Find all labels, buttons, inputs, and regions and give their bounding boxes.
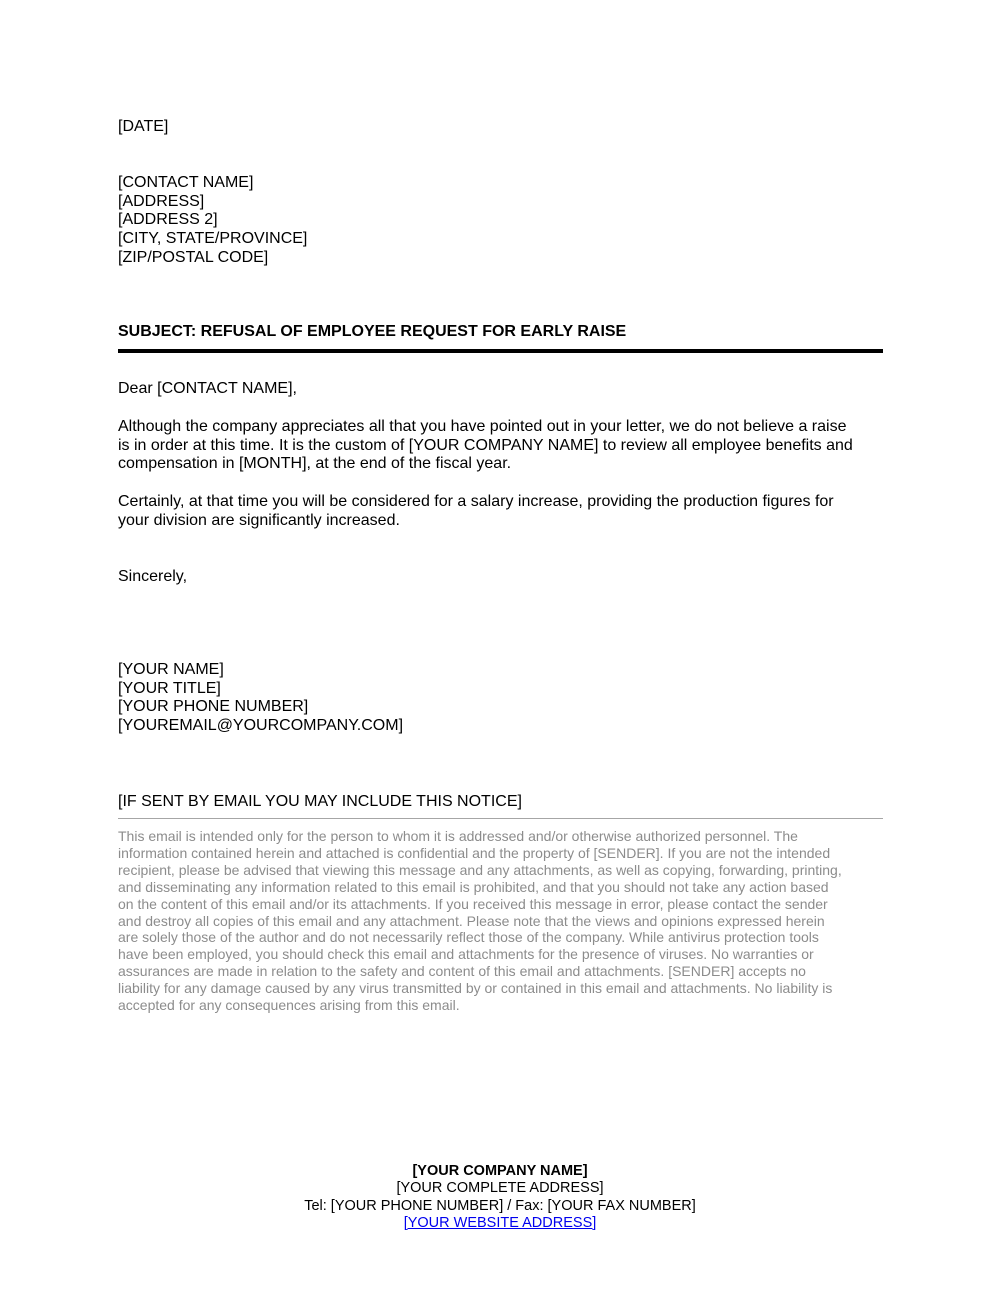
letter-date [118, 118, 883, 137]
disclaimer-line: information contained herein and attached is confidential and the property of [SENDER]. If you are not the intended [118, 844, 831, 861]
notice-heading-text: [IF SENT BY EMAIL YOU MAY INCLUDE THIS NOTICE] [118, 793, 522, 810]
disclaimer-line: and disseminating any information related to this email is prohibited, and that you should not take any action based [118, 878, 829, 895]
disclaimer-line: This email is intended only for the person to whom it is addressed and/or otherwise authorized personnel. The [118, 828, 798, 844]
recipient-contact-name: [CONTACT NAME] [118, 174, 254, 191]
disclaimer-line: accepted for any consequences arising from this email. [118, 997, 460, 1014]
disclaimer-line: recipient, please be advised that viewing this message and any attachments, as well as copying, forwarding, printing, [118, 861, 842, 878]
recipient-address-2: [ADDRESS 2] [118, 211, 218, 229]
footer-company-name: [YOUR COMPANY NAME] [412, 1163, 588, 1179]
paragraph-line: compensation in [MONTH], at the end of the fiscal year. [118, 455, 512, 473]
subject-text: SUBJECT: REFUSAL OF EMPLOYEE REQUEST FOR EARLY RAISE [118, 323, 627, 340]
signature-name: [YOUR NAME] [118, 661, 224, 678]
salutation [118, 380, 883, 399]
recipient-address: [ADDRESS] [118, 192, 205, 210]
paragraph-line: Certainly, at that time you will be considered for a salary increase, providing the production figures for [118, 493, 834, 510]
disclaimer-line: on the content of this email and/or its attachments. If you received this message in error, please contact the sender [118, 895, 828, 912]
paragraph-line: is in order at this time. It is the custom of [YOUR COMPANY NAME] to review all employee benefits and [118, 436, 853, 454]
closing-text: Sincerely, [118, 568, 188, 585]
signature-title: [YOUR TITLE] [118, 679, 221, 697]
recipient-address-block [118, 174, 883, 268]
email-notice-heading [118, 793, 883, 812]
subject-line [118, 323, 883, 342]
subject-divider [118, 349, 883, 353]
body-paragraph-2 [118, 493, 883, 530]
paragraph-line: your division are significantly increased. [118, 511, 400, 529]
disclaimer-line: liability for any damage caused by any virus transmitted by or contained in this email and attachments. No liability is [118, 980, 833, 997]
company-footer [0, 1163, 1000, 1232]
notice-divider [118, 818, 883, 819]
salutation-text: Dear [CONTACT NAME], [118, 380, 297, 397]
email-disclaimer [118, 828, 883, 1014]
disclaimer-line: are solely those of the author and do not necessarily reflect those of the company. While antivirus protection tools [118, 929, 819, 946]
footer-address: [YOUR COMPLETE ADDRESS] [396, 1180, 604, 1197]
footer-website-link[interactable]: [YOUR WEBSITE ADDRESS] [403, 1214, 597, 1231]
footer-contact: Tel: [YOUR PHONE NUMBER] / Fax: [YOUR FAX NUMBER] [304, 1197, 696, 1214]
disclaimer-line: have been employed, you should check this email and attachments for the presence of viruses. No warranties or [118, 946, 814, 963]
paragraph-line: Although the company appreciates all that you have pointed out in your letter, we do not believe a raise [118, 418, 847, 435]
date-text: [DATE] [118, 118, 169, 135]
signature-phone: [YOUR PHONE NUMBER] [118, 698, 309, 716]
disclaimer-line: assurances are made in relation to the safety and content of this email and attachments. [SENDER] accepts no [118, 963, 806, 980]
closing [118, 568, 883, 587]
signature-email: [YOUREMAIL@YOURCOMPANY.COM] [118, 717, 404, 735]
disclaimer-line: and destroy all copies of this email and any attachment. Please note that the views and opinions expressed herein [118, 912, 825, 929]
signature-block [118, 661, 883, 736]
recipient-city-state: [CITY, STATE/PROVINCE] [118, 230, 308, 248]
recipient-zip: [ZIP/POSTAL CODE] [118, 248, 269, 266]
body-paragraph-1 [118, 418, 883, 474]
